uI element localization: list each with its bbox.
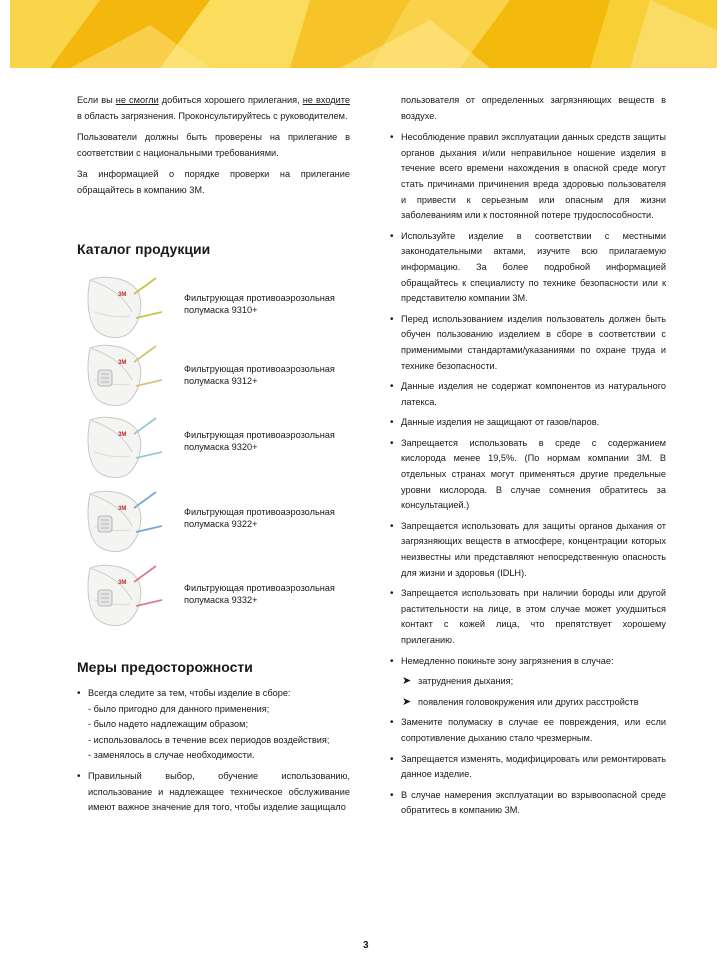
svg-text:3M: 3M (118, 292, 127, 298)
product-label: Фильтрующая противоаэрозольная полумаска 9312+ (184, 364, 335, 386)
intro-paragraph-1: Если вы не смогли добиться хорошего прилегания, не входите в область загрязнения. Проконсультируйтесь с руководителем. (77, 95, 350, 121)
warning-bullet-2: • Используйте изделие в соответствии с местными законодательными актами, изучите всю прилагаемую информацию. За более подробной информацией обращайтесь к специалисту по технике безопасности или к представителю компании 3М. (390, 229, 666, 307)
product-label: Фильтрующая противоаэрозольная полумаска 9322+ (184, 507, 335, 529)
product-item (84, 272, 364, 342)
arrow-item-2: ➤ появления головокружения или других расстройств (390, 695, 666, 711)
respirator-mask-image (84, 340, 164, 410)
intro-paragraph-2: Пользователи должны быть проверены на прилегание в соответствии с национальными требованиями. (77, 132, 350, 158)
catalog-title: Каталог продукции (77, 241, 211, 257)
warning-bullet-10: • Запрещается изменять, модифицировать или ремонтировать данное изделие. (390, 752, 666, 783)
leave-zone-bullet: • Немедленно покиньте зону загрязнения в случае: (390, 654, 666, 670)
svg-text:3M: 3M (118, 580, 127, 586)
precaution-sub-2: - было надето надлежащим образом; (88, 719, 249, 730)
product-label: Фильтрующая противоаэрозольная полумаска 9320+ (184, 430, 335, 452)
respirator-mask-image (84, 272, 164, 342)
continuation-text: пользователя от определенных загрязняющих веществ в воздухе. (401, 95, 666, 121)
precaution-bullet-1: • Всегда следите за тем, чтобы изделие в сборе: - было пригодно для данного применения; - было надето надлежащим образом; - использовалось в течение всех периодов воздействия; - заменялось в случае необходимости. (77, 686, 350, 764)
warning-bullet-11: • В случае намерения эксплуатации во взрывоопасной среде обратитесь в компанию 3М. (390, 788, 666, 819)
precaution-sub-1: - было пригодно для данного применения; (88, 703, 270, 714)
precaution-sub-3: - использовалось в течение всех периодов воздействия; (88, 734, 330, 745)
warning-bullet-5: • Данные изделия не защищают от газов/паров. (390, 415, 666, 431)
respirator-mask-image (84, 560, 164, 630)
arrow-right-icon: ➤ (402, 675, 412, 688)
arrow-right-icon: ➤ (402, 695, 412, 708)
warning-bullet-3: • Перед использованием изделия пользователь должен быть обучен пользованию изделием в сборе в соответствии с применимыми стандартами/указаниями по охране труда и технике безопасности. (390, 312, 666, 374)
product-label: Фильтрующая противоаэрозольная полумаска 9310+ (184, 293, 335, 315)
svg-text:3M: 3M (118, 506, 127, 512)
page-number: 3 (363, 940, 369, 951)
warning-bullet-7: • Запрещается использовать для защиты органов дыхания от загрязняющих веществ в атмосфере, концентрации которых неизвестны или представляют непосредственную опасность для жизни и здоровья (IDLH). (390, 519, 666, 581)
intro-section (77, 93, 350, 205)
product-label: Фильтрующая противоаэрозольная полумаска 9332+ (184, 583, 335, 605)
intro-paragraph-3: За информацией о порядке проверки на прилегание обращайтесь в компанию 3М. (77, 169, 350, 195)
warning-bullet-1: • Несоблюдение правил эксплуатации данных средств защиты органов дыхания и/или неправильное ношение изделия в течение всего времени нахождения в опасной среде могут стать причинами причинения вреда здоровью пользователя и привести к серьезным или опасным для жизни заболеваниям или к постоянной потере трудоспособности. (390, 130, 666, 224)
warning-bullet-8: • Запрещается использовать при наличии бороды или другой растительности на лице, в этом случае может ухудшиться контакт с кожей лица, что препятствует хорошему прилеганию. (390, 586, 666, 648)
warning-bullet-6: • Запрещается использовать в среде с содержанием кислорода менее 19,5%. (По нормам компании 3М. В отдельных странах могут применяться другие предельные уровни кислорода. В случае сомнения обратитесь за консультацией.) (390, 436, 666, 514)
svg-text:3M: 3M (118, 360, 127, 366)
precautions-title: Меры предосторожности (77, 659, 253, 675)
warning-bullet-9: • Замените полумаску в случае ее повреждения, или если сопротивление дыханию стало чрезмерным. (390, 715, 666, 746)
right-column (390, 93, 666, 824)
warning-bullet-4: • Данные изделия не содержат компонентов из натурального латекса. (390, 379, 666, 410)
arrow-item-1: ➤ затруднения дыхания; (390, 674, 666, 690)
product-item (84, 412, 364, 482)
precaution-sub-4: - заменялось в случае необходимости. (88, 750, 255, 761)
product-item (84, 560, 364, 630)
precautions-section (77, 686, 350, 821)
header-banner (10, 0, 717, 68)
product-item (84, 486, 364, 556)
respirator-mask-image (84, 486, 164, 556)
svg-text:3M: 3M (118, 432, 127, 438)
respirator-mask-image (84, 412, 164, 482)
precaution-bullet-2: • Правильный выбор, обучение использованию, использование и надлежащее техническое обслуживание имеют важное значение для того, чтобы изделие защищало (77, 769, 350, 816)
product-item (84, 340, 364, 410)
